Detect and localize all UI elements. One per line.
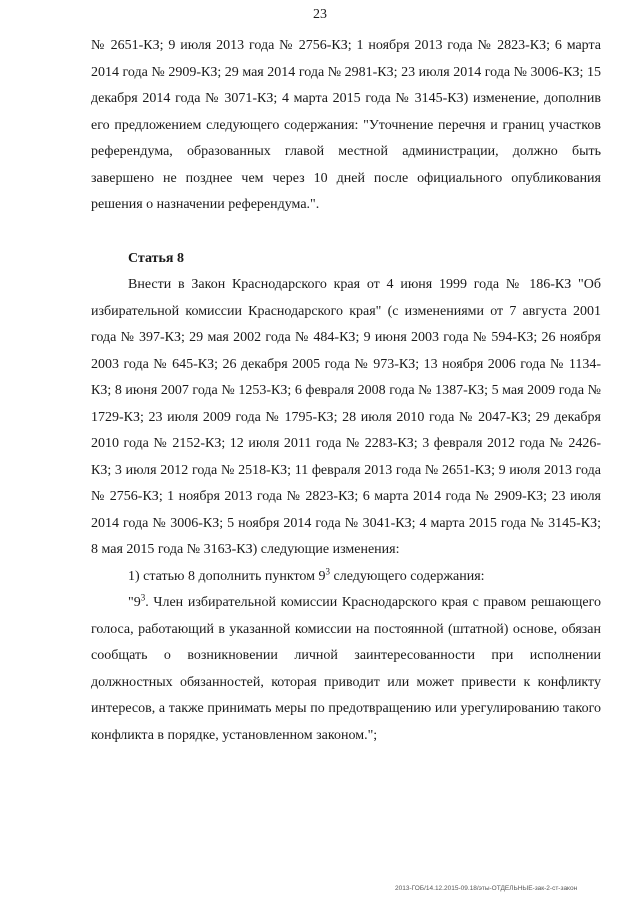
- item-text: 1) статью 8 дополнить пунктом 9: [128, 568, 326, 584]
- quote-superscript: 3: [140, 592, 146, 603]
- item-text-tail: следующего содержания:: [330, 568, 485, 584]
- document-body: [91, 33, 601, 749]
- quoted-provision: [91, 590, 601, 749]
- file-footer: 2013-ГОБ/14.12.2015-09.18/эты-ОТДЕЛЬНЫЕ-зак-2-ст-закон: [395, 885, 578, 892]
- amendment-item-1: [91, 564, 601, 591]
- page-number: 23: [313, 7, 327, 22]
- article-heading: Статья 8: [128, 250, 184, 266]
- quote-body: . Член избирательной комиссии Краснодарского края с правом решающего голоса, работающий в указанной комиссии на постоянной (штатной) основе, обязан сообщать о возникновении личной заинтересованности при исполнении должностных обязанностей, которая приводит или может привести к конфликту интересов, а также принимать меры по предотвращению или урегулированию такого конфликта в порядке, установленном законом.";: [91, 595, 601, 743]
- article-intro-paragraph: Внести в Закон Краснодарского края от 4 июня 1999 года № 186-КЗ "Об избирательной комиссии Краснодарского края" (с изменениями от 7 августа 2001 года № 397-КЗ; 29 мая 2002 года № 484-КЗ; 9 июня 2003 года № 594-КЗ; 26 ноября 2003 года № 645-КЗ; 26 декабря 2005 года № 973-КЗ; 13 ноября 2006 года № 1134-КЗ; 8 июня 2007 года № 1253-КЗ; 6 февраля 2008 года № 1387-КЗ; 5 мая 2009 года № 1729-КЗ; 23 июля 2009 года № 1795-КЗ; 28 июля 2010 года № 2047-КЗ; 29 декабря 2010 года № 2152-КЗ; 12 июля 2011 года № 2283-КЗ; 3 февраля 2012 года № 2426-КЗ; 3 июля 2012 года № 2518-КЗ; 11 февраля 2013 года № 2651-КЗ; 9 июля 2013 года № 2756-КЗ; 1 ноября 2013 года № 2823-КЗ; 6 марта 2014 года № 2909-КЗ; 23 июля 2014 года № 3006-КЗ; 5 ноября 2014 года № 3041-КЗ; 4 марта 2015 года № 3145-КЗ; 8 мая 2015 года № 3163-КЗ) следующие изменения:: [91, 277, 601, 557]
- continuation-paragraph: № 2651-КЗ; 9 июля 2013 года № 2756-КЗ; 1 ноября 2013 года № 2823-КЗ; 6 марта 2014 года № 2909-КЗ; 29 мая 2014 года № 2981-КЗ; 23 июля 2014 года № 3006-КЗ; 15 декабря 2014 года № 3071-КЗ; 4 марта 2015 года № 3145-КЗ) изменение, дополнив его предложением следующего содержания: "Уточнение перечня и границ участков референдума, образованных главой местной администрации, должно быть завершено не позднее чем через 10 дней после официального опубликования решения о назначении референдума.".: [91, 38, 601, 212]
- quote-open: "9: [128, 595, 141, 610]
- item-superscript: 3: [325, 565, 331, 576]
